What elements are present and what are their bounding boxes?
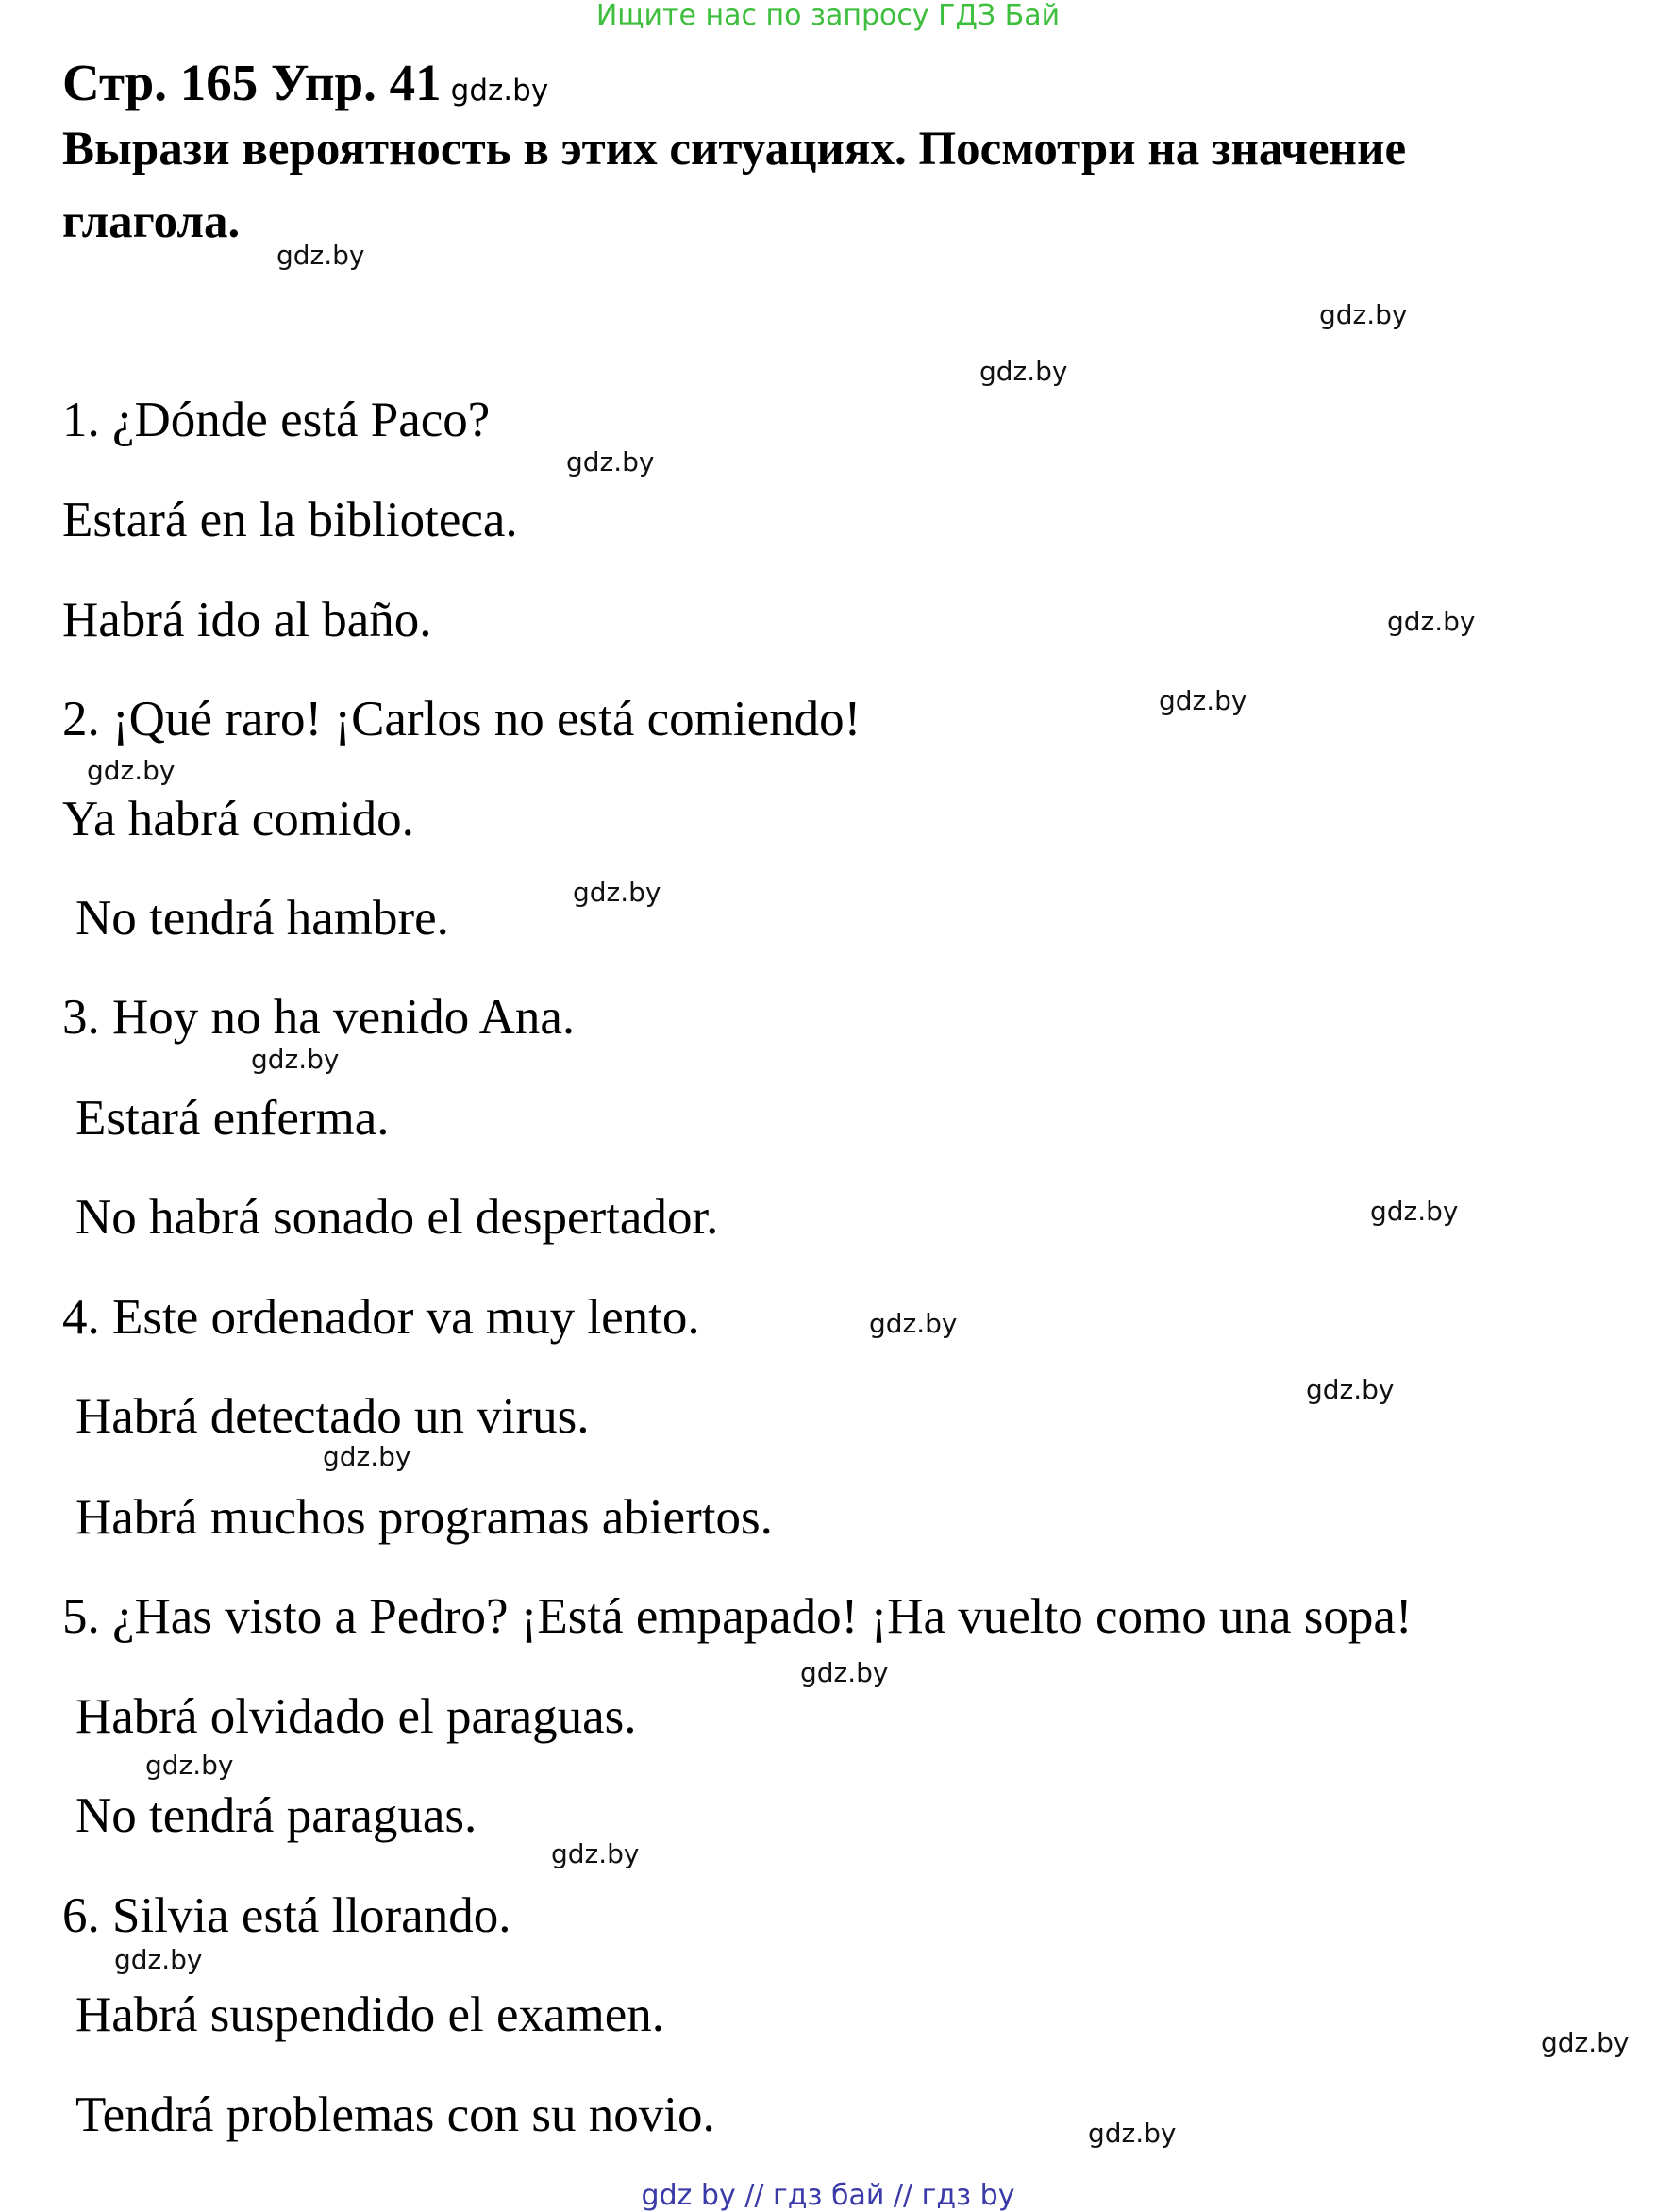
watermark: gdz.by: [114, 1944, 203, 1975]
watermark: gdz.by: [1370, 1196, 1459, 1227]
exercise-ref-text: Стр. 165 Упр. 41: [62, 54, 442, 111]
answer-line: No tendrá paraguas.: [75, 1788, 477, 1843]
question-5: 5. ¿Has visto a Pedro? ¡Está empapado! ¡Ha vuelto como una sopa!: [62, 1589, 1413, 1644]
watermark: gdz.by: [869, 1308, 958, 1339]
watermark: gdz.by: [573, 877, 661, 908]
watermark: gdz.by: [979, 356, 1068, 387]
answer-line: Ya habrá comido.: [62, 792, 414, 846]
watermark: gdz.by: [800, 1657, 889, 1688]
watermark: gdz.by: [566, 446, 655, 478]
watermark: gdz.by: [1088, 2118, 1177, 2149]
answer-line: Habrá olvidado el paraguas.: [75, 1689, 637, 1744]
answer-line: Estará en la biblioteca.: [62, 493, 518, 547]
answer-line: No tendrá hambre.: [75, 891, 449, 946]
watermark: gdz.by: [450, 74, 549, 108]
watermark: gdz.by: [1541, 2027, 1630, 2058]
answer-line: Tendrá problemas con su novio.: [75, 2087, 715, 2142]
answer-line: Habrá ido al baño.: [62, 593, 432, 647]
watermark: gdz.by: [551, 1838, 640, 1869]
question-3: 3. Hoy no ha venido Ana.: [62, 990, 576, 1045]
answer-line: Habrá detectado un virus.: [75, 1389, 590, 1444]
answer-line: Habrá muchos programas abiertos.: [75, 1490, 773, 1545]
watermark: gdz.by: [276, 240, 365, 271]
question-6: 6. Silvia está llorando.: [62, 1888, 511, 1943]
watermark: gdz.by: [251, 1044, 340, 1075]
answer-line: Habrá suspendido el examen.: [75, 1987, 665, 2042]
answer-line: No habrá sonado el despertador.: [75, 1190, 719, 1245]
question-4: 4. Este ordenador va muy lento.: [62, 1290, 700, 1345]
watermark: gdz.by: [1159, 685, 1247, 716]
watermark: gdz.by: [145, 1750, 234, 1781]
watermark: gdz.by: [1387, 606, 1476, 637]
question-1: 1. ¿Dónde está Paco?: [62, 393, 491, 447]
task-instruction-line-1: Вырази вероятность в этих ситуациях. Посмотри на значение: [62, 123, 1407, 176]
watermark: gdz.by: [323, 1441, 411, 1472]
search-banner: Ищите нас по запросу ГДЗ Бай: [595, 0, 1061, 32]
question-2: 2. ¡Qué raro! ¡Carlos no está comiendo!: [62, 692, 861, 746]
task-instruction-line-2: глагола.: [62, 195, 241, 248]
footer-watermark: gdz by // гдз бай // гдз by: [641, 2179, 1015, 2212]
answer-line: Estará enferma.: [75, 1091, 390, 1146]
watermark: gdz.by: [1319, 299, 1408, 330]
exercise-reference: [62, 53, 548, 121]
watermark: gdz.by: [1306, 1374, 1395, 1405]
watermark: gdz.by: [87, 755, 176, 786]
